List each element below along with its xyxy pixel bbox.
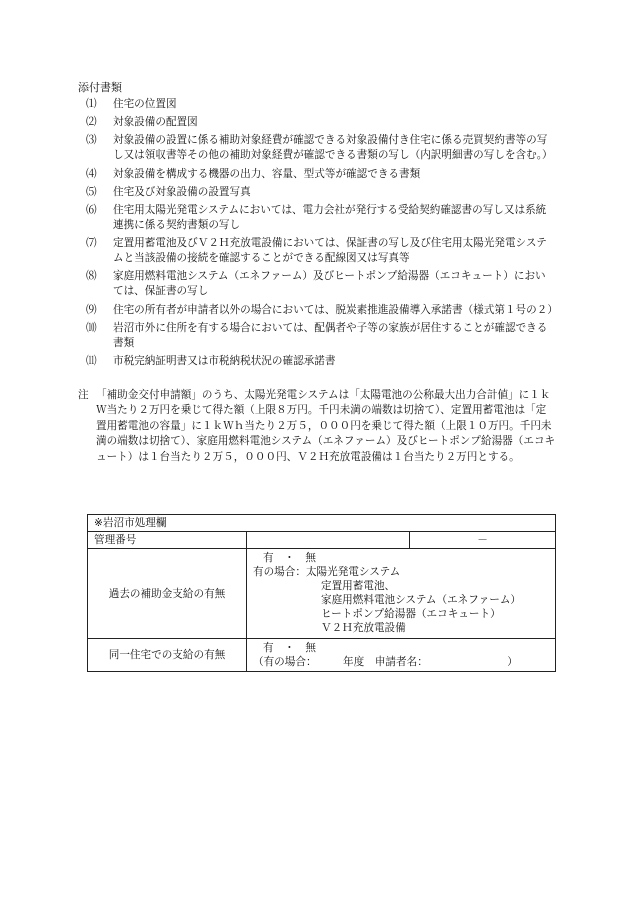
- item-text: 住宅の所有者が申請者以外の場合においては、脱炭素推進設備導入承諾書（様式第１号の２）: [113, 303, 558, 316]
- past-option: 定置用蓄電池、: [321, 580, 396, 592]
- item-number: ⑶: [86, 134, 97, 147]
- same-if-yes: （有の場合： 年度 申請者名： ）: [253, 656, 518, 668]
- processing-header: ※岩沼市処理欄: [88, 515, 556, 532]
- attachments-list: [86, 97, 556, 372]
- attachment-item: [86, 269, 556, 299]
- item-number: ⑹: [86, 203, 97, 216]
- processing-table: [87, 514, 556, 672]
- same-house-row: [88, 639, 556, 672]
- attachment-item: [86, 185, 556, 200]
- attachment-item: [86, 321, 556, 351]
- item-number: ⑺: [86, 237, 97, 250]
- same-house-label: 同一住宅での支給の有無: [88, 639, 247, 672]
- item-text: 岩沼市外に住所を有する場合においては、配偶者や子等の家族が居住することが確認できる書類: [113, 321, 548, 349]
- past-option: ヒートポンプ給湯器（エコキュート）: [321, 608, 501, 620]
- item-text: 定置用蓄電池及びＶ２Ｈ充放電設備においては、保証書の写し及び住宅用太陽光発電システムと当該設備の接続を確認することができる配線図又は写真等: [113, 237, 547, 265]
- same-choice[interactable]: 有 ・ 無: [263, 642, 316, 654]
- attachment-item: [86, 97, 556, 112]
- past-subsidy-value: [247, 549, 556, 639]
- item-number: ⑷: [86, 167, 97, 180]
- management-number-value[interactable]: [247, 532, 410, 549]
- item-number: ⑵: [86, 116, 97, 129]
- item-number: ⑾: [86, 354, 97, 367]
- item-number: ⑽: [86, 321, 97, 334]
- attachment-item: [86, 167, 556, 182]
- past-option: 家庭用燃料電池システム（エネファーム）: [321, 594, 522, 606]
- attachments-title: 添付書類: [78, 81, 122, 94]
- attachment-item: [86, 203, 556, 233]
- management-number-label: 管理番号: [88, 532, 247, 549]
- item-text: 住宅用太陽光発電システムにおいては、電力会社が発行する受給契約確認書の写し又は系統連携に係る契約書類の写し: [113, 203, 547, 231]
- item-number: ⑻: [86, 270, 97, 283]
- past-subsidy-row: [88, 549, 556, 639]
- item-text: 対象設備を構成する機器の出力、容量、型式等が確認できる書類: [113, 167, 421, 180]
- item-number: ⑴: [86, 98, 97, 110]
- past-subsidy-label: 過去の補助金支給の有無: [88, 549, 247, 639]
- item-text: 住宅及び対象設備の設置写真: [113, 185, 251, 198]
- past-if-yes: 有の場合：太陽光発電システム: [253, 566, 401, 578]
- past-option: Ｖ２Ｈ充放電設備: [321, 622, 406, 634]
- item-number: ⑼: [86, 303, 97, 316]
- note-paragraph: [78, 388, 556, 465]
- attachment-item: [86, 303, 556, 318]
- item-text: 対象設備の設置に係る補助対象経費が確認できる対象設備付き住宅に係る売買契約書等の写し又は領収書等その他の補助対象経費が確認できる書類の写し（内訳明細書の写しを含む。）: [113, 134, 553, 162]
- management-number-row: [88, 532, 556, 549]
- item-text: 住宅の位置図: [113, 98, 177, 110]
- same-house-value: [247, 639, 556, 672]
- note-text: 「補助金交付申請額」のうち、太陽光発電システムは「太陽電池の公称最大出力合計値」に１ｋＷ当たり２万円を乗じて得た額（上限８万円。千円未満の端数は切捨て）、定置用蓄電池は「定置用蓄電池の容量」に１ｋＷｈ当たり２万５，０００円を乗じて得た額（上限１０万円。千円未満の端数は切捨て）、家庭用燃料電池システム（エネファーム）及びヒートポンプ給湯器（エコキュート）は１台当たり２万５，０００円、Ｖ２Ｈ充放電設備は１台当たり２万円とする。: [96, 389, 556, 463]
- attachment-item: [86, 133, 556, 163]
- attachment-item: [86, 115, 556, 130]
- attachment-item: [86, 354, 556, 369]
- attachment-item: [86, 236, 556, 266]
- processing-header-row: [88, 515, 556, 532]
- item-text: 家庭用燃料電池システム（エネファーム）及びヒートポンプ給湯器（エコキュート）においては、保証書の写し: [113, 270, 546, 298]
- note-label: 注: [78, 389, 89, 401]
- management-number-dash: －: [410, 532, 556, 549]
- past-choice[interactable]: 有 ・ 無: [263, 552, 316, 564]
- item-text: 対象設備の配置図: [113, 116, 198, 129]
- item-number: ⑸: [86, 185, 97, 198]
- item-text: 市税完納証明書又は市税納税状況の確認承諾書: [113, 354, 336, 367]
